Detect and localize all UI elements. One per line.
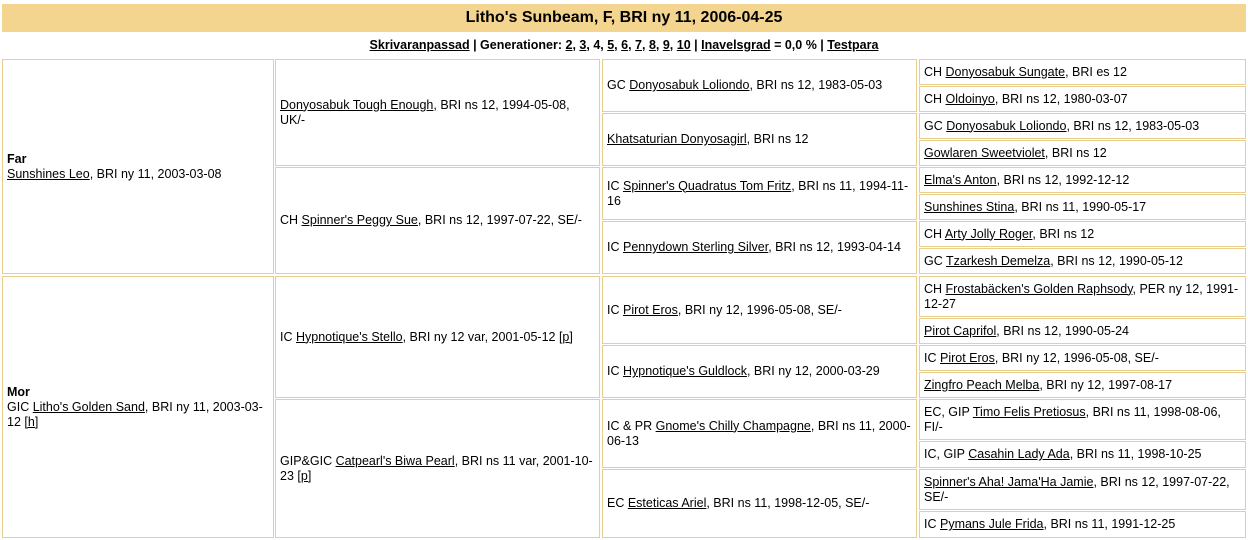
cat-name-link[interactable]: Gnome's Chilly Champagne bbox=[655, 418, 811, 433]
cat-name-link[interactable]: Arty Jolly Roger bbox=[944, 226, 1033, 241]
cat-name-link[interactable]: Esteticas Ariel bbox=[627, 496, 707, 510]
cat-name-link[interactable]: Donyosabuk Loliondo bbox=[946, 118, 1067, 133]
title-prefix: CH bbox=[924, 226, 945, 241]
cat-details: , BRI es 12 bbox=[1065, 64, 1127, 79]
cat-details: , BRI ns 12, 1994-05-08, UK/- bbox=[280, 97, 570, 127]
cat-details: , BRI ns 12, 1983-05-03 bbox=[749, 78, 883, 92]
cat-details: , BRI ny 12, 1997-08-17 bbox=[1039, 377, 1173, 392]
cat-details: , BRI ns 12, 1980-03-07 bbox=[994, 91, 1128, 106]
cat-name-link[interactable]: Timo Felis Pretiosus bbox=[972, 404, 1086, 419]
extra-link[interactable]: [p] bbox=[297, 468, 312, 483]
cat-details: , BRI ny 12, 1996-05-08, SE/- bbox=[677, 302, 842, 317]
generation-link-2[interactable]: 2 bbox=[565, 38, 573, 52]
cat-details: , BRI ns 11, 1998-12-05, SE/- bbox=[706, 496, 870, 510]
extra-link[interactable]: [p] bbox=[558, 329, 573, 344]
cat-name-link[interactable]: Oldoinyo bbox=[945, 91, 995, 106]
cat-details: , BRI ns 12 bbox=[746, 132, 809, 146]
cat-details: , BRI ny 12, 2000-03-29 bbox=[746, 364, 880, 378]
printer-friendly-link[interactable]: Skrivaranpassad bbox=[369, 38, 470, 52]
generation-link-8[interactable]: 8 bbox=[648, 38, 656, 52]
cat-entry bbox=[7, 400, 269, 430]
pedigree-cell-g4-14 bbox=[919, 441, 1246, 468]
cat-details: , BRI ns 12, 1990-05-12 bbox=[1050, 253, 1183, 268]
pedigree-cell-g4-16 bbox=[919, 511, 1246, 538]
pedigree-cell-g4-11 bbox=[919, 345, 1246, 371]
cat-entry bbox=[607, 496, 912, 511]
cat-entry bbox=[924, 92, 1241, 107]
cat-details: , BRI ny 11, 2003-03-12 bbox=[7, 399, 263, 429]
pedigree-cell-g1-2 bbox=[2, 276, 274, 538]
cat-name-link[interactable]: Catpearl's Biwa Pearl bbox=[335, 453, 455, 468]
pedigree-cell-g4-15 bbox=[919, 469, 1246, 510]
title-prefix: IC, GIP bbox=[924, 447, 969, 461]
pedigree-cell-g4-10 bbox=[919, 318, 1246, 344]
cat-name-link[interactable]: Litho's Golden Sand bbox=[32, 399, 145, 414]
cat-entry bbox=[607, 132, 912, 147]
title-prefix: IC & PR bbox=[607, 418, 656, 433]
cat-entry bbox=[924, 405, 1241, 435]
title-prefix: IC bbox=[607, 178, 623, 193]
cat-name-link[interactable]: Casahin Lady Ada bbox=[968, 447, 1070, 461]
pedigree-cell-g3-2 bbox=[602, 113, 917, 166]
cat-details: , BRI ns 12, 1993-04-14 bbox=[768, 240, 901, 254]
cat-details: , BRI ns 11, 1990-05-17 bbox=[1014, 199, 1147, 214]
inbreeding-link[interactable]: Inavelsgrad bbox=[701, 38, 771, 52]
cat-details: , BRI ns 11, 1998-10-25 bbox=[1069, 447, 1202, 461]
cat-name-link[interactable]: Sunshines Leo bbox=[7, 166, 90, 181]
pedigree-cell-g3-1 bbox=[602, 59, 917, 112]
cat-details: , BRI ns 11, 1994-11-16 bbox=[607, 178, 909, 208]
pedigree-cell-g4-12 bbox=[919, 372, 1246, 398]
title-prefix: GIC bbox=[7, 399, 33, 414]
cat-entry bbox=[924, 324, 1241, 339]
cat-entry bbox=[7, 167, 269, 182]
cat-details: , BRI ns 11, 2000-06-13 bbox=[607, 418, 911, 448]
generation-link-10[interactable]: 10 bbox=[676, 38, 691, 52]
pedigree-cell-g4-13 bbox=[919, 399, 1246, 440]
cat-details: , BRI ny 12 var, 2001-05-12 bbox=[402, 329, 559, 344]
title-prefix: CH bbox=[924, 91, 946, 106]
cat-name-link[interactable]: Donyosabuk Loliondo bbox=[629, 78, 750, 92]
cat-entry bbox=[924, 351, 1241, 366]
title-prefix: EC bbox=[607, 496, 628, 510]
title-prefix: EC, GIP bbox=[924, 404, 973, 419]
cat-entry bbox=[924, 475, 1241, 505]
cat-entry bbox=[924, 146, 1241, 161]
cat-details: , BRI ns 11, 1991-12-25 bbox=[1043, 517, 1176, 531]
cat-entry bbox=[607, 303, 912, 318]
pedigree-cell-g4-8 bbox=[919, 248, 1246, 274]
title-prefix: IC bbox=[607, 364, 623, 378]
pedigree-cell-g2-4 bbox=[275, 399, 600, 538]
toolbar bbox=[0, 37, 1248, 53]
pedigree-cell-g3-4 bbox=[602, 221, 917, 274]
cat-name-link[interactable]: Sunshines Stina bbox=[924, 199, 1015, 214]
cat-entry bbox=[280, 213, 595, 228]
cat-name-link[interactable]: Hypnotique's Guldlock bbox=[622, 364, 747, 378]
cat-details: , PER ny 12, 1991-12-27 bbox=[924, 281, 1239, 311]
cat-entry bbox=[924, 447, 1241, 462]
generation-link-9[interactable]: 9 bbox=[662, 38, 670, 52]
title-prefix: CH bbox=[280, 213, 302, 227]
cat-name-link[interactable]: Zingfro Peach Melba bbox=[924, 377, 1040, 392]
cat-details: , BRI ns 12 bbox=[1032, 226, 1095, 241]
pedigree-cell-g4-4 bbox=[919, 140, 1246, 166]
title-prefix: GC bbox=[607, 78, 630, 92]
nav-separator: | bbox=[690, 38, 702, 52]
cat-entry bbox=[924, 227, 1241, 242]
cat-details: , BRI ns 11, 1998-08-06, FI/- bbox=[924, 404, 1221, 434]
cat-details: , BRI ns 12, 1992-12-12 bbox=[996, 172, 1130, 187]
cat-name-link[interactable]: Pymans Jule Frida bbox=[939, 517, 1044, 531]
cat-name-link[interactable]: Khatsaturian Donyosagirl bbox=[607, 132, 747, 146]
pedigree-cell-g3-5 bbox=[602, 276, 917, 344]
cat-entry bbox=[924, 282, 1241, 312]
cat-name-link[interactable]: Pirot Eros bbox=[622, 302, 678, 317]
cat-entry bbox=[280, 330, 595, 345]
parent-label: Mor bbox=[7, 384, 30, 399]
cat-entry bbox=[924, 378, 1241, 393]
cat-entry bbox=[924, 200, 1241, 215]
cat-details: , BRI ns 12 bbox=[1044, 145, 1107, 160]
extra-link[interactable]: [h] bbox=[24, 414, 39, 429]
cat-name-link[interactable]: Gowlaren Sweetviolet bbox=[924, 145, 1045, 160]
cat-entry bbox=[280, 454, 595, 484]
title-prefix: IC bbox=[607, 240, 623, 254]
pedigree-cell-g4-6 bbox=[919, 194, 1246, 220]
cat-details: , BRI ns 12, 1997-07-22, SE/- bbox=[417, 213, 582, 227]
cat-name-link[interactable]: Donyosabuk Tough Enough bbox=[280, 97, 434, 112]
inbreeding-value: = 0,0 % | bbox=[770, 38, 828, 52]
cat-details: , BRI ns 11 var, 2001-10-23 bbox=[280, 453, 593, 483]
pedigree-cell-g4-3 bbox=[919, 113, 1246, 139]
cat-entry bbox=[280, 98, 595, 128]
pedigree-cell-g4-5 bbox=[919, 167, 1246, 193]
pedigree-cell-g4-2 bbox=[919, 86, 1246, 112]
cat-name-link[interactable]: Elma's Anton bbox=[924, 172, 997, 187]
cat-name-link[interactable]: Donyosabuk Sungate bbox=[945, 64, 1066, 79]
pedigree-cell-g4-7 bbox=[919, 221, 1246, 247]
generation-links: 2, 3, 4, 5, 6, 7, 8, 9, 10 bbox=[565, 38, 691, 52]
cat-entry bbox=[924, 65, 1241, 80]
generation-current-4: 4 bbox=[593, 38, 601, 52]
title-prefix: IC bbox=[924, 517, 940, 531]
cat-name-link[interactable]: Hypnotique's Stello bbox=[295, 329, 403, 344]
generation-link-6[interactable]: 6 bbox=[621, 38, 629, 52]
pedigree-cell-g4-9 bbox=[919, 276, 1246, 317]
pedigree-cell-g3-8 bbox=[602, 469, 917, 538]
page-title: Litho's Sunbeam, F, BRI ny 11, 2006-04-25 bbox=[2, 4, 1246, 32]
pedigree-cell-g2-2 bbox=[275, 167, 600, 274]
cat-name-link[interactable]: Tzarkesh Demelza bbox=[946, 253, 1051, 268]
title-prefix: GC bbox=[924, 253, 946, 268]
generation-link-5[interactable]: 5 bbox=[607, 38, 615, 52]
cat-entry bbox=[607, 240, 912, 255]
cat-entry bbox=[607, 78, 912, 93]
cat-entry bbox=[607, 179, 912, 209]
pedigree-cell-g3-3 bbox=[602, 167, 917, 220]
cat-details: , BRI ny 12, 1996-05-08, SE/- bbox=[994, 350, 1159, 365]
pedigree-cell-g1-1 bbox=[2, 59, 274, 274]
cat-name-link[interactable]: Spinner's Peggy Sue bbox=[301, 213, 418, 227]
cat-details: , BRI ns 12, 1983-05-03 bbox=[1066, 118, 1200, 133]
title-prefix: CH bbox=[924, 281, 946, 296]
parent-label: Far bbox=[7, 151, 27, 166]
cat-details: , BRI ns 12, 1997-07-22, SE/- bbox=[924, 474, 1230, 504]
generation-link-7[interactable]: 7 bbox=[635, 38, 642, 52]
cat-entry bbox=[924, 173, 1241, 188]
title-prefix: GC bbox=[924, 118, 947, 133]
cat-details: , BRI ns 12, 1990-05-24 bbox=[996, 323, 1129, 338]
title-prefix: CH bbox=[924, 64, 946, 79]
title-prefix: IC bbox=[924, 350, 940, 365]
cat-name-link[interactable]: Pirot Eros bbox=[939, 350, 995, 365]
title-prefix: GIP&GIC bbox=[280, 453, 336, 468]
pedigree-cell-g3-6 bbox=[602, 345, 917, 398]
cat-entry bbox=[607, 419, 912, 449]
cat-details: , BRI ny 11, 2003-03-08 bbox=[89, 166, 222, 181]
cat-entry bbox=[924, 254, 1241, 269]
pedigree-cell-g4-1 bbox=[919, 59, 1246, 85]
title-prefix: IC bbox=[607, 302, 623, 317]
cat-name-link[interactable]: Spinner's Quadratus Tom Fritz bbox=[622, 178, 792, 193]
pedigree-cell-g3-7 bbox=[602, 399, 917, 468]
cat-name-link[interactable]: Pirot Caprifol bbox=[924, 323, 997, 338]
cat-name-link[interactable]: Spinner's Aha! Jama'Ha Jamie bbox=[924, 474, 1094, 489]
title-prefix: IC bbox=[280, 329, 296, 344]
generation-link-3[interactable]: 3 bbox=[579, 38, 587, 52]
cat-name-link[interactable]: Pennydown Sterling Silver bbox=[622, 240, 769, 254]
cat-entry bbox=[607, 364, 912, 379]
test-pair-link[interactable]: Testpara bbox=[827, 38, 879, 52]
cat-name-link[interactable]: Frostabäcken's Golden Raphsody bbox=[945, 281, 1133, 296]
cat-entry bbox=[924, 119, 1241, 134]
cat-entry bbox=[924, 517, 1241, 532]
generations-label: | Generationer: bbox=[469, 38, 566, 52]
pedigree-cell-g2-1 bbox=[275, 59, 600, 166]
pedigree-cell-g2-3 bbox=[275, 276, 600, 398]
